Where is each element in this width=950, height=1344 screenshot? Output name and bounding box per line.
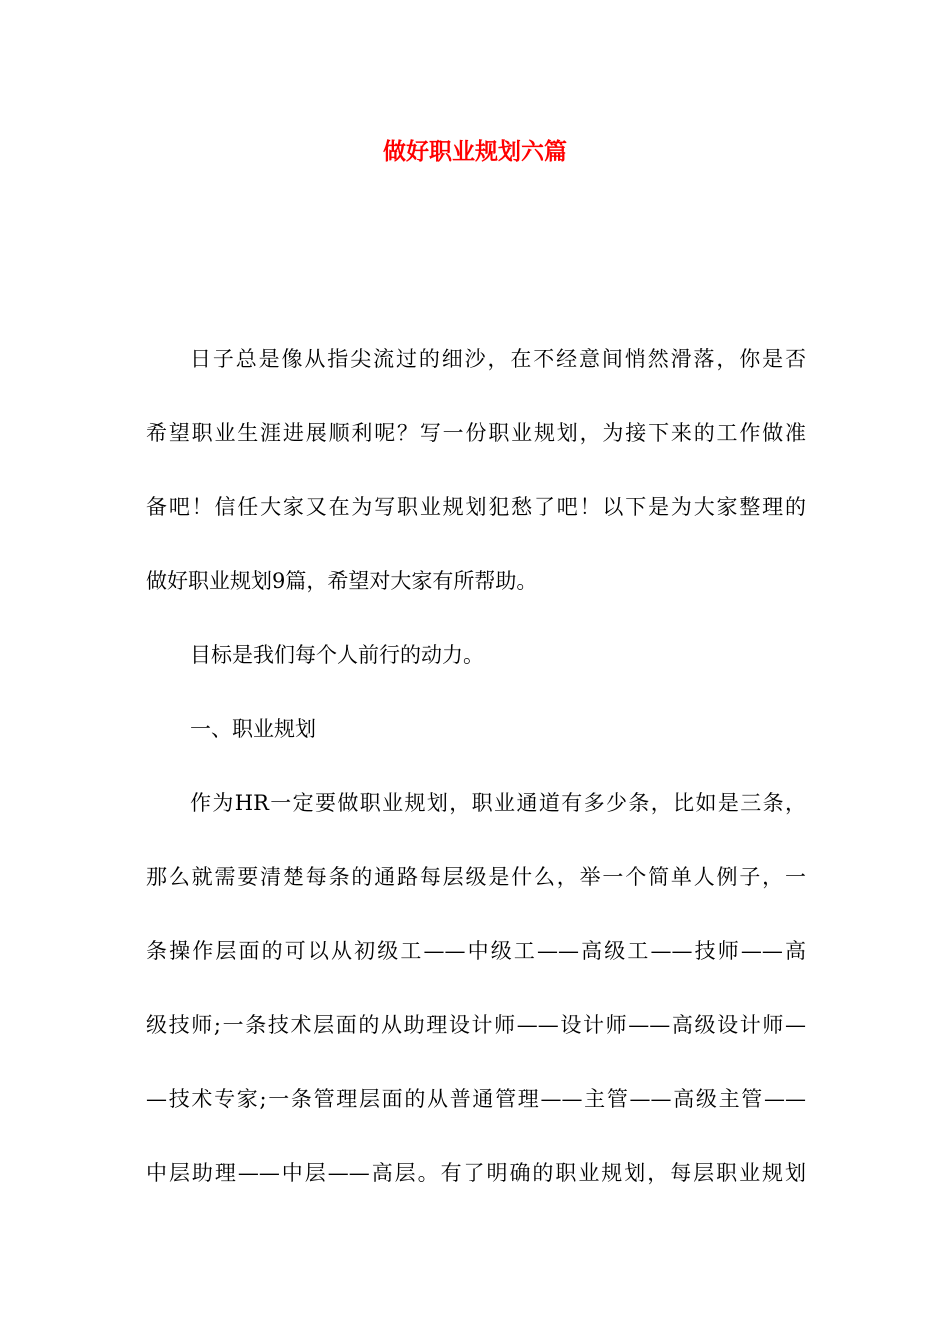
paragraph-goal xyxy=(146,618,806,692)
paragraph-career-plan xyxy=(146,766,806,1210)
paragraph-line: 中层助理——中层——高层。有了明确的职业规划，每层职业规划 xyxy=(146,1161,806,1185)
document-title: 做好职业规划六篇 xyxy=(383,138,567,165)
paragraph-line: 日子总是像从指尖流过的细沙，在不经意间悄然滑落，你是否 xyxy=(190,347,806,371)
paragraph-line: 条操作层面的可以从初级工——中级工——高级工——技师——高 xyxy=(146,939,806,963)
paragraph-line: 目标是我们每个人前行的动力。 xyxy=(190,643,484,667)
paragraph-line: 作为HR一定要做职业规划，职业通道有多少条，比如是三条， xyxy=(190,791,806,815)
paragraph-line: —技术专家;一条管理层面的从普通管理——主管——高级主管—— xyxy=(146,1087,806,1111)
paragraph-line: 希望职业生涯进展顺利呢？写一份职业规划，为接下来的工作做准 xyxy=(146,421,806,445)
paragraph-intro xyxy=(146,322,806,618)
document-body xyxy=(146,322,806,1210)
paragraph-line: 备吧！信任大家又在为写职业规划犯愁了吧！以下是为大家整理的 xyxy=(146,495,806,519)
paragraph-line: 级技师;一条技术层面的从助理设计师——设计师——高级设计师— xyxy=(146,1013,806,1037)
section-heading xyxy=(146,692,806,766)
paragraph-line: 做好职业规划9篇，希望对大家有所帮助。 xyxy=(146,569,538,593)
paragraph-line: 那么就需要清楚每条的通路每层级是什么，举一个简单人例子，一 xyxy=(146,865,806,889)
section-heading-text: 一、职业规划 xyxy=(190,717,316,741)
